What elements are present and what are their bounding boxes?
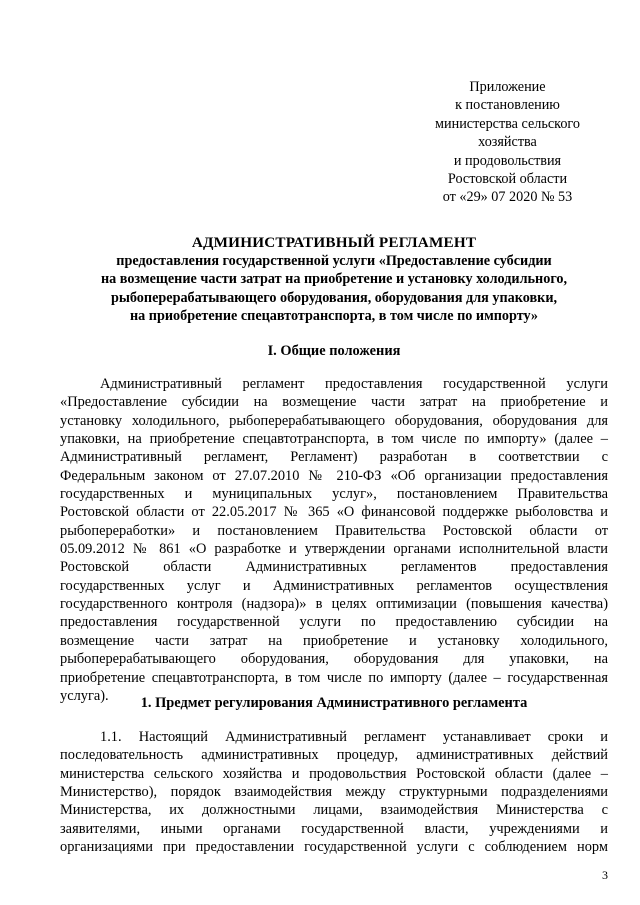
paragraph-line: услуга). <box>60 687 109 704</box>
appendix-line: хозяйства <box>478 134 537 151</box>
paragraph-line: Административный регламент предоставления государственной услуги <box>100 376 608 392</box>
paragraph-line: упаковки, на приобретение спецавтотранспорта, в том числе по импорту» (далее – <box>60 431 608 448</box>
paragraph-line: организациями при предоставлении государственной услуги с соблюдением норм <box>60 839 608 856</box>
paragraph-line: государственных услуг и Административных регламентов осуществления <box>60 577 608 594</box>
document-subtitle <box>60 252 608 325</box>
paragraph-line: рыбопереработки» и постановлением Правительства Ростовской области от <box>60 522 608 539</box>
paragraph-line: 1.1. Настоящий Административный регламент устанавливает сроки и <box>100 729 608 745</box>
paragraph-line: государственного контроля (надзора)» в целях оптимизации (повышения качества) <box>60 596 608 613</box>
paragraph-line: Ростовской области Административных регламентов предоставления <box>60 559 608 576</box>
appendix-line: Приложение <box>469 79 546 95</box>
paragraph-line: Административный регламент, Регламент) разработан в соответствии с <box>60 449 608 466</box>
paragraph-line: министерства сельского хозяйства и продовольствия Ростовской области (далее – <box>60 765 608 782</box>
document-title: АДМИНИСТРАТИВНЫЙ РЕГЛАМЕНТ <box>191 234 477 251</box>
paragraph-line: рыбоперерабатывающего оборудования, оборудования для упаковки, на <box>60 651 608 668</box>
section-heading-1: 1. Предмет регулирования Административного регламента <box>140 695 528 711</box>
section-heading-general: I. Общие положения <box>267 343 401 359</box>
paragraph-line: 05.09.2012 № 861 «О разработке и утверждении органами исполнительной власти <box>60 541 608 558</box>
paragraph-line: Министерства, их должностными лицами, взаимодействия Министерства с <box>60 802 608 819</box>
paragraph-line: Министерство), порядок взаимодействия между структурными подразделениями <box>60 784 608 801</box>
document-title-block <box>60 234 608 325</box>
page-number: 3 <box>602 868 608 882</box>
general-paragraph <box>60 375 608 705</box>
subtitle-line: на возмещение части затрат на приобретение и установку холодильного, <box>100 271 568 288</box>
paragraph-line: установку холодильного, рыбоперерабатывающего оборудования, оборудования для <box>60 412 608 429</box>
paragraph-line: заявителями, иными органами государственной власти, учреждениями и <box>60 820 608 837</box>
section-1-paragraph <box>60 728 608 856</box>
subtitle-line: рыбоперерабатывающего оборудования, оборудования для упаковки, <box>110 289 558 306</box>
subtitle-line: предоставления государственной услуги «Предоставление субсидии <box>116 253 552 269</box>
paragraph-line: Ростовской области от 22.05.2017 № 365 «О финансовой поддержке рыболовства и <box>60 504 608 521</box>
appendix-line: министерства сельского <box>435 115 580 132</box>
paragraph-line: «Предоставление субсидии на возмещение части затрат на приобретение и <box>60 394 608 411</box>
paragraph-line: возмещение части затрат на приобретение и установку холодильного, <box>60 632 608 649</box>
appendix-line: к постановлению <box>455 97 560 114</box>
appendix-line: от «29» 07 2020 № 53 <box>442 189 573 206</box>
appendix-line: и продовольствия <box>453 152 562 169</box>
paragraph-line: приобретение спецавтотранспорта, в том числе по импорту (далее – государственная <box>60 669 608 686</box>
paragraph-line: предоставления государственной услуги по предоставлению субсидии на <box>60 614 608 631</box>
paragraph-line: Федеральным законом от 27.07.2010 № 210-ФЗ «Об организации предоставления <box>60 467 608 484</box>
paragraph-line: государственных и муниципальных услуг», постановлением Правительства <box>60 486 608 503</box>
appendix-block <box>405 78 610 207</box>
subtitle-line: на приобретение спецавтотранспорта, в том числе по импорту» <box>129 307 539 324</box>
appendix-line: Ростовской области <box>447 171 568 188</box>
paragraph-line: последовательность административных процедур, административных действий <box>60 747 608 764</box>
